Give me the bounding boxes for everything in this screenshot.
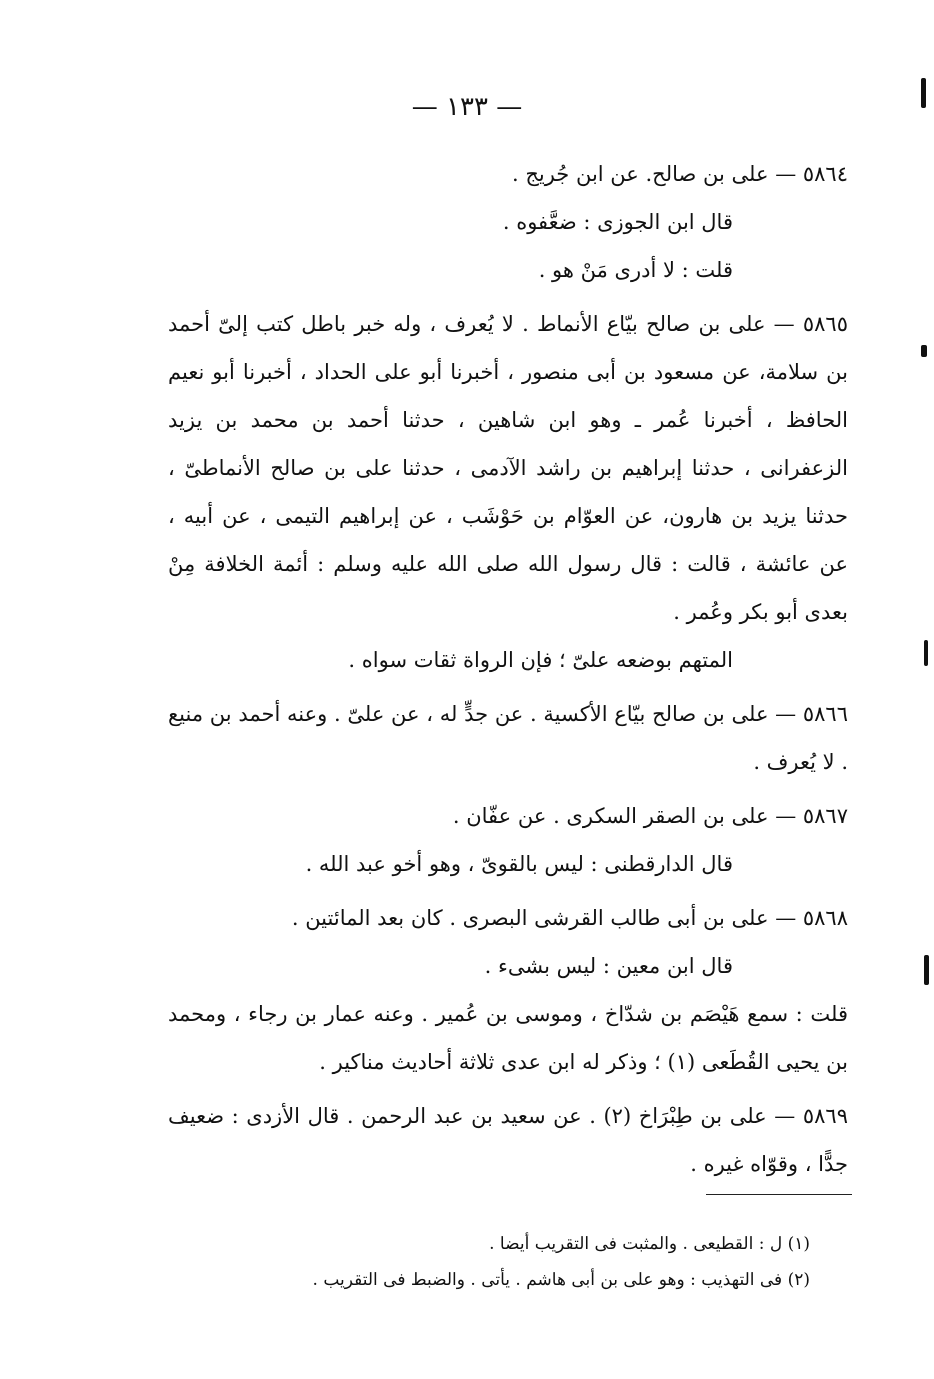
entry-5866: ٥٨٦٦ — على بن صالح بيّاع الأكسية . عن جدٍّ له ، عن علىّ . وعنه أحمد بن منيع . لا يُعرف . (168, 702, 848, 774)
scan-mark (924, 955, 929, 985)
note-qultu-2: قلت : سمع هَيْصَم بن شدّاخ ، وموسى بن عُمير . وعنه عمار بن رجاء ، ومحمد بن يحيى القُطَعى (١) ؛ وذكر له ابن عدى ثلاثة أحاديث مناكير . (168, 1002, 848, 1074)
scan-mark (921, 345, 927, 357)
page-number: — ١٣٣ — (411, 92, 523, 122)
entry-5865: ٥٨٦٥ — على بن صالح بيّاع الأنماط . لا يُعرف ، وله خبر باطل كتب إلىّ أحمد بن سلامة، عن مسعود بن أبى منصور ، أخبرنا أبو على الحداد ، أخبرنا أبو نعيم الحافظ ، أخبرنا عُمر ـ وهو ابن شاهين ، حدثنا أحمد بن محمد بن يزيد الزعفرانى ، حدثنا إبراهيم بن راشد الآدمى ، حدثنا على بن صالح الأنماطىّ ، حدثنا يزيد بن هارون، عن العوّام بن حَوْشَب ، عن إبراهيم التيمى ، عن أبيه ، عن عائشة ، قالت : قال رسول الله صلى الله عليه وسلم : أئمة الخلافة مِنْ بعدى أبو بكر وعُمر . (168, 312, 848, 624)
footnote-2: (٢) فى التهذيب : وهو على بن أبى هاشم . يأتى . والضبط فى التقريب . (312, 1270, 810, 1290)
entry-5867: ٥٨٦٧ — على بن الصقر السكرى . عن عفّان . (452, 804, 848, 828)
footnotes (260, 1226, 810, 1298)
scan-mark (924, 640, 928, 666)
entry-5869: ٥٨٦٩ — على بن طِبْرَاخ (٢) . عن سعيد بن عبد الرحمن . قال الأزدى : ضعيف جدًّا ، وقوّاه غيره . (168, 1104, 848, 1176)
footnote-rule (706, 1194, 852, 1195)
footnote-1: (١) ل : القطيعى . والمثبت فى التقريب أيضا . (489, 1234, 810, 1254)
note-muttaham: المتهم بوضعه علىّ ؛ فإن الرواة ثقات سواه . (348, 648, 733, 672)
entry-5868: ٥٨٦٨ — على بن أبى طالب القرشى البصرى . كان بعد المائتين . (291, 906, 848, 930)
main-text (168, 150, 848, 1188)
note-daraqutni: قال الدارقطنى : ليس بالقوىّ ، وهو أخو عبد الله . (305, 852, 733, 876)
note-qultu: قلت : لا أدرى مَنْ هو . (538, 258, 733, 282)
note-ibn-main: قال ابن معين : ليس بشىء . (484, 954, 733, 978)
scan-mark (921, 78, 926, 108)
entry-5864: ٥٨٦٤ — على بن صالح. عن ابن جُريج . (511, 162, 848, 186)
note-ibn-jawzi: قال ابن الجوزى : ضعَّفوه . (502, 210, 733, 234)
